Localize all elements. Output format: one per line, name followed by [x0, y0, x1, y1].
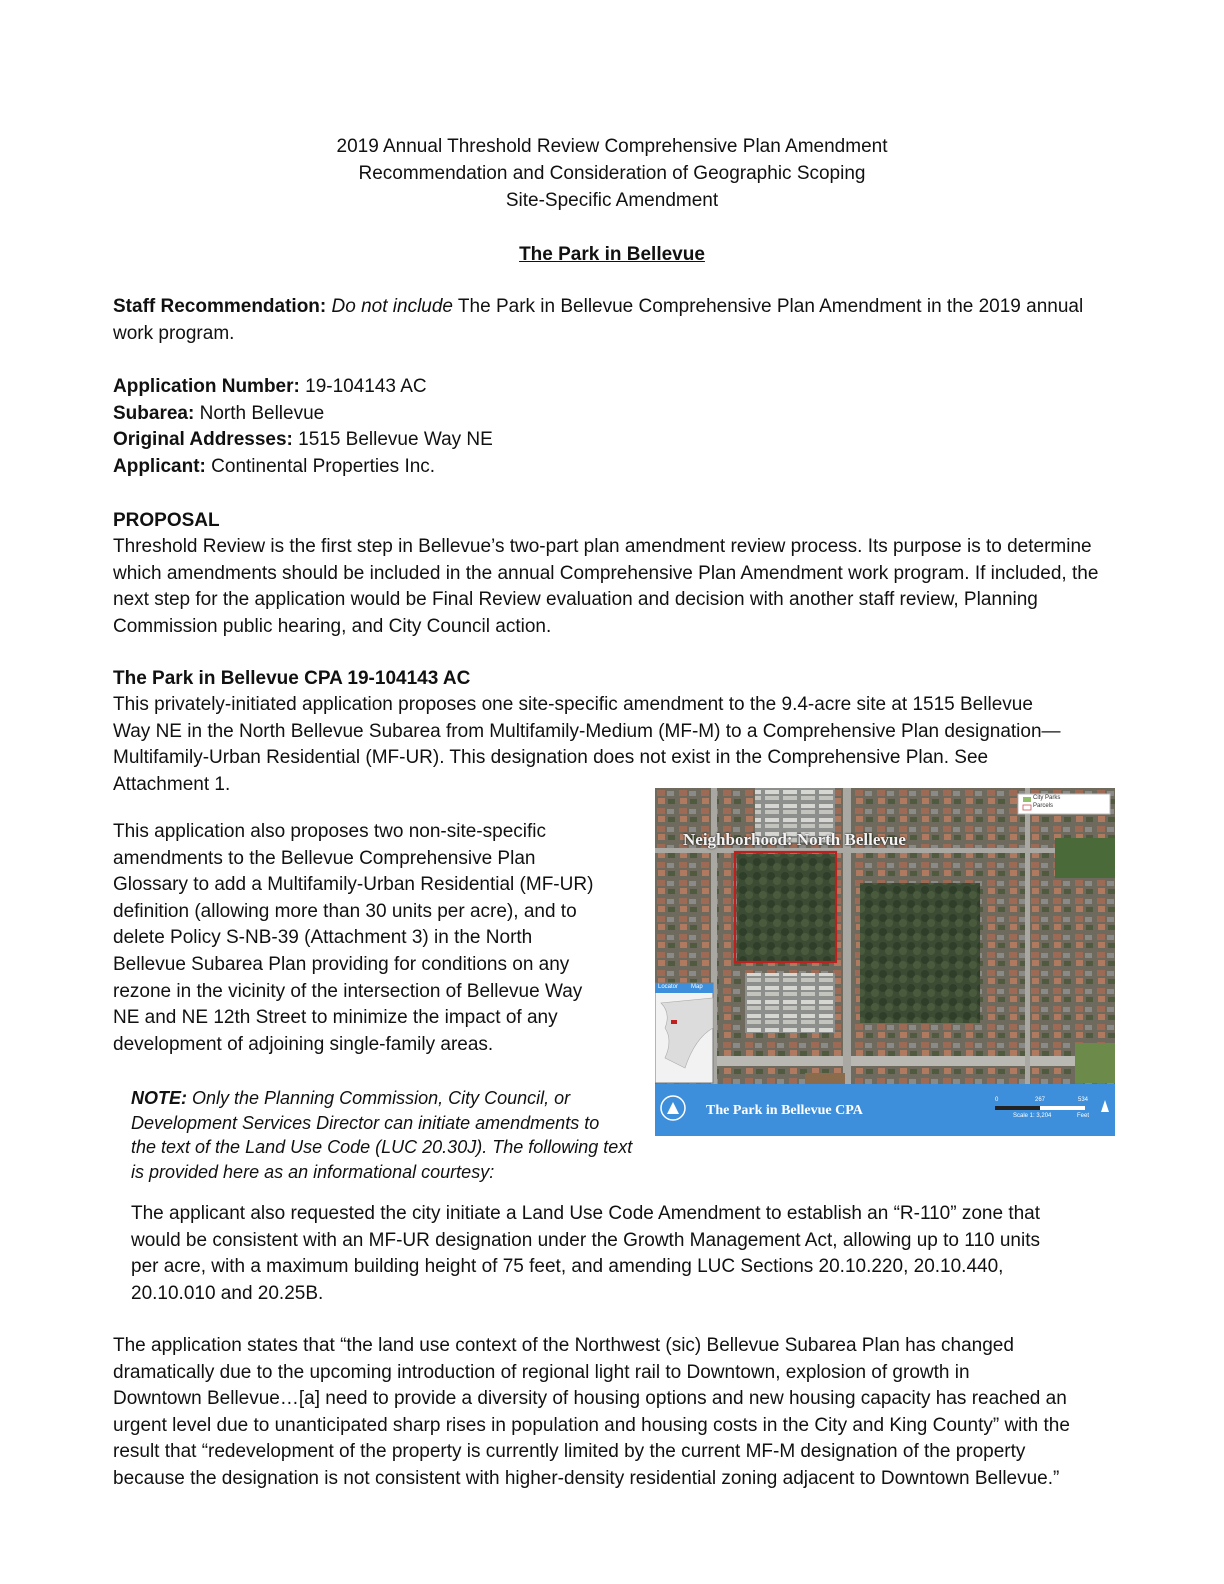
applicant-value: Continental Properties Inc.: [205, 456, 436, 477]
cpa-line: This privately-initiated application proposes one site-specific amendment to the 9.4-acre site at 1515 Bellevue: [113, 694, 1033, 715]
statement-line: Downtown Bellevue…[a] need to provide a diversity of housing options and new housing capacity has reached an: [113, 1388, 1067, 1410]
nonsite-line: delete Policy S-NB-39 (Attachment 3) in the North: [113, 927, 533, 949]
statement-line: urgent level due to unanticipated sharp rises in population and housing costs in the City and King County” with the: [113, 1414, 1070, 1436]
luc-paragraph: [131, 1203, 1181, 1309]
inset-tab-locator: Locator: [658, 984, 679, 990]
applicant: [113, 456, 435, 478]
map-legend: [1018, 794, 1110, 814]
scale-label-mid: 267: [1035, 1097, 1046, 1103]
legend-parcels: Parcels: [1033, 803, 1054, 809]
note-line: is provided here as an informational courtesy:: [131, 1161, 495, 1182]
header-line-2: Recommendation and Consideration of Geographic Scoping: [358, 163, 866, 184]
subarea-value: North Bellevue: [194, 403, 325, 424]
nonsite-line: This application also proposes two non-site-specific: [113, 821, 546, 842]
scale-unit: Feet: [1077, 1113, 1090, 1119]
statement-line: result that “redevelopment of the property is currently limited by the current MF-M designation of the property: [113, 1441, 1026, 1463]
nonsite-line: amendments to the Bellevue Comprehensive Plan: [113, 847, 536, 869]
statement-line: dramatically due to the upcoming introduction of regional light rail to Downtown, explosion of growth in: [113, 1361, 970, 1383]
legend-city-parks: City Parks: [1033, 795, 1061, 801]
map-banner-title: The Park in Bellevue CPA: [706, 1103, 863, 1118]
luc-line: would be consistent with an MF-UR designation under the Growth Management Act, allowing up to 110 units: [131, 1229, 1040, 1251]
recommendation-label: Staff Recommendation:: [113, 296, 327, 317]
proposal-line: which amendments should be included in the annual Comprehensive Plan Amendment work program. If included, the: [113, 562, 1099, 584]
proposal-line: Threshold Review is the first step in Bellevue’s two-part plan amendment review process. Its purpose is to determine: [113, 536, 1092, 557]
note-block: [131, 1086, 641, 1184]
statement-line: because the designation is not consistent with higher-density residential zoning adjacent to Downtown Bellevue.”: [113, 1467, 1060, 1489]
statement-line: The application states that “the land use context of the Northwest (sic) Bellevue Subarea Plan has changed: [113, 1335, 1014, 1356]
nonsite-line: rezone in the vicinity of the intersection of Bellevue Way: [113, 980, 583, 1002]
proposal-line: Commission public hearing, and City Council action.: [113, 615, 552, 637]
note-line: Only the Planning Commission, City Council, or: [187, 1088, 571, 1108]
header-line-3: Site-Specific Amendment: [505, 190, 719, 211]
application-number-label: Application Number:: [113, 376, 300, 397]
original-addresses: [113, 429, 493, 451]
proposal-paragraph: [113, 536, 1173, 642]
document-title-text: The Park in Bellevue: [519, 244, 705, 265]
nonsite-line: Glossary to add a Multifamily-Urban Residential (MF-UR): [113, 874, 594, 896]
recommendation-text-2: work program.: [113, 323, 235, 344]
cpa-paragraph: [113, 694, 1173, 800]
application-number-value: 19-104143 AC: [299, 376, 427, 397]
nonsite-line: definition (allowing more than 30 units per acre), and to: [113, 900, 577, 922]
neighborhood-label: Neighborhood: North Bellevue: [683, 830, 906, 849]
cpa-heading: The Park in Bellevue CPA 19-104143 AC: [113, 668, 471, 689]
recommendation-text: The Park in Bellevue Comprehensive Plan Amendment in the 2019 annual: [453, 296, 1084, 317]
inset-tab-map: Map: [691, 984, 703, 990]
proposal-line: next step for the application would be Final Review evaluation and decision with another staff review, Planning: [113, 589, 1038, 611]
application-number: [113, 376, 427, 398]
scale-label-0: 0: [995, 1097, 999, 1103]
staff-recommendation: [113, 296, 1083, 318]
luc-line: per acre, with a maximum building height of 75 feet, and amending LUC Sections 20.10.220, 20.10.440,: [131, 1256, 1004, 1278]
cpa-line: Attachment 1.: [113, 773, 231, 795]
recommendation-emphasis: Do not include: [331, 296, 453, 317]
document-title: [0, 244, 1224, 266]
nonsite-line: development of adjoining single-family areas.: [113, 1033, 494, 1055]
nonsite-line: Bellevue Subarea Plan providing for conditions on any: [113, 953, 570, 975]
note-label: NOTE:: [131, 1088, 187, 1108]
site-map: [655, 788, 1115, 1136]
applicant-label: Applicant:: [113, 456, 206, 477]
address-value: 1515 Bellevue Way NE: [292, 429, 493, 450]
scale-label-max: 534: [1078, 1097, 1089, 1103]
luc-line: 20.10.010 and 20.25B.: [131, 1282, 324, 1304]
luc-line: The applicant also requested the city initiate a Land Use Code Amendment to establish an “R-110” zone that: [131, 1203, 1041, 1224]
proposal-heading: PROPOSAL: [113, 510, 220, 531]
address-label: Original Addresses:: [113, 429, 293, 450]
note-line: the text of the Land Use Code (LUC 20.30J). The following text: [131, 1137, 633, 1158]
scale-text: Scale 1: 3,204: [1013, 1113, 1052, 1119]
subarea-label: Subarea:: [113, 403, 195, 424]
cpa-line: Multifamily-Urban Residential (MF-UR). This designation does not exist in the Comprehensive Plan. See: [113, 747, 989, 769]
nonsite-line: NE and NE 12th Street to minimize the impact of any: [113, 1007, 558, 1029]
statement-paragraph: [113, 1335, 1183, 1495]
cpa-line: Way NE in the North Bellevue Subarea from Multifamily-Medium (MF-M) to a Comprehensive Plan designation—: [113, 720, 1061, 742]
note-line: Development Services Director can initiate amendments to: [131, 1112, 600, 1133]
subarea: [113, 403, 324, 425]
nonsite-paragraph: [113, 821, 633, 1060]
header-line-1: 2019 Annual Threshold Review Comprehensive Plan Amendment: [336, 136, 888, 157]
